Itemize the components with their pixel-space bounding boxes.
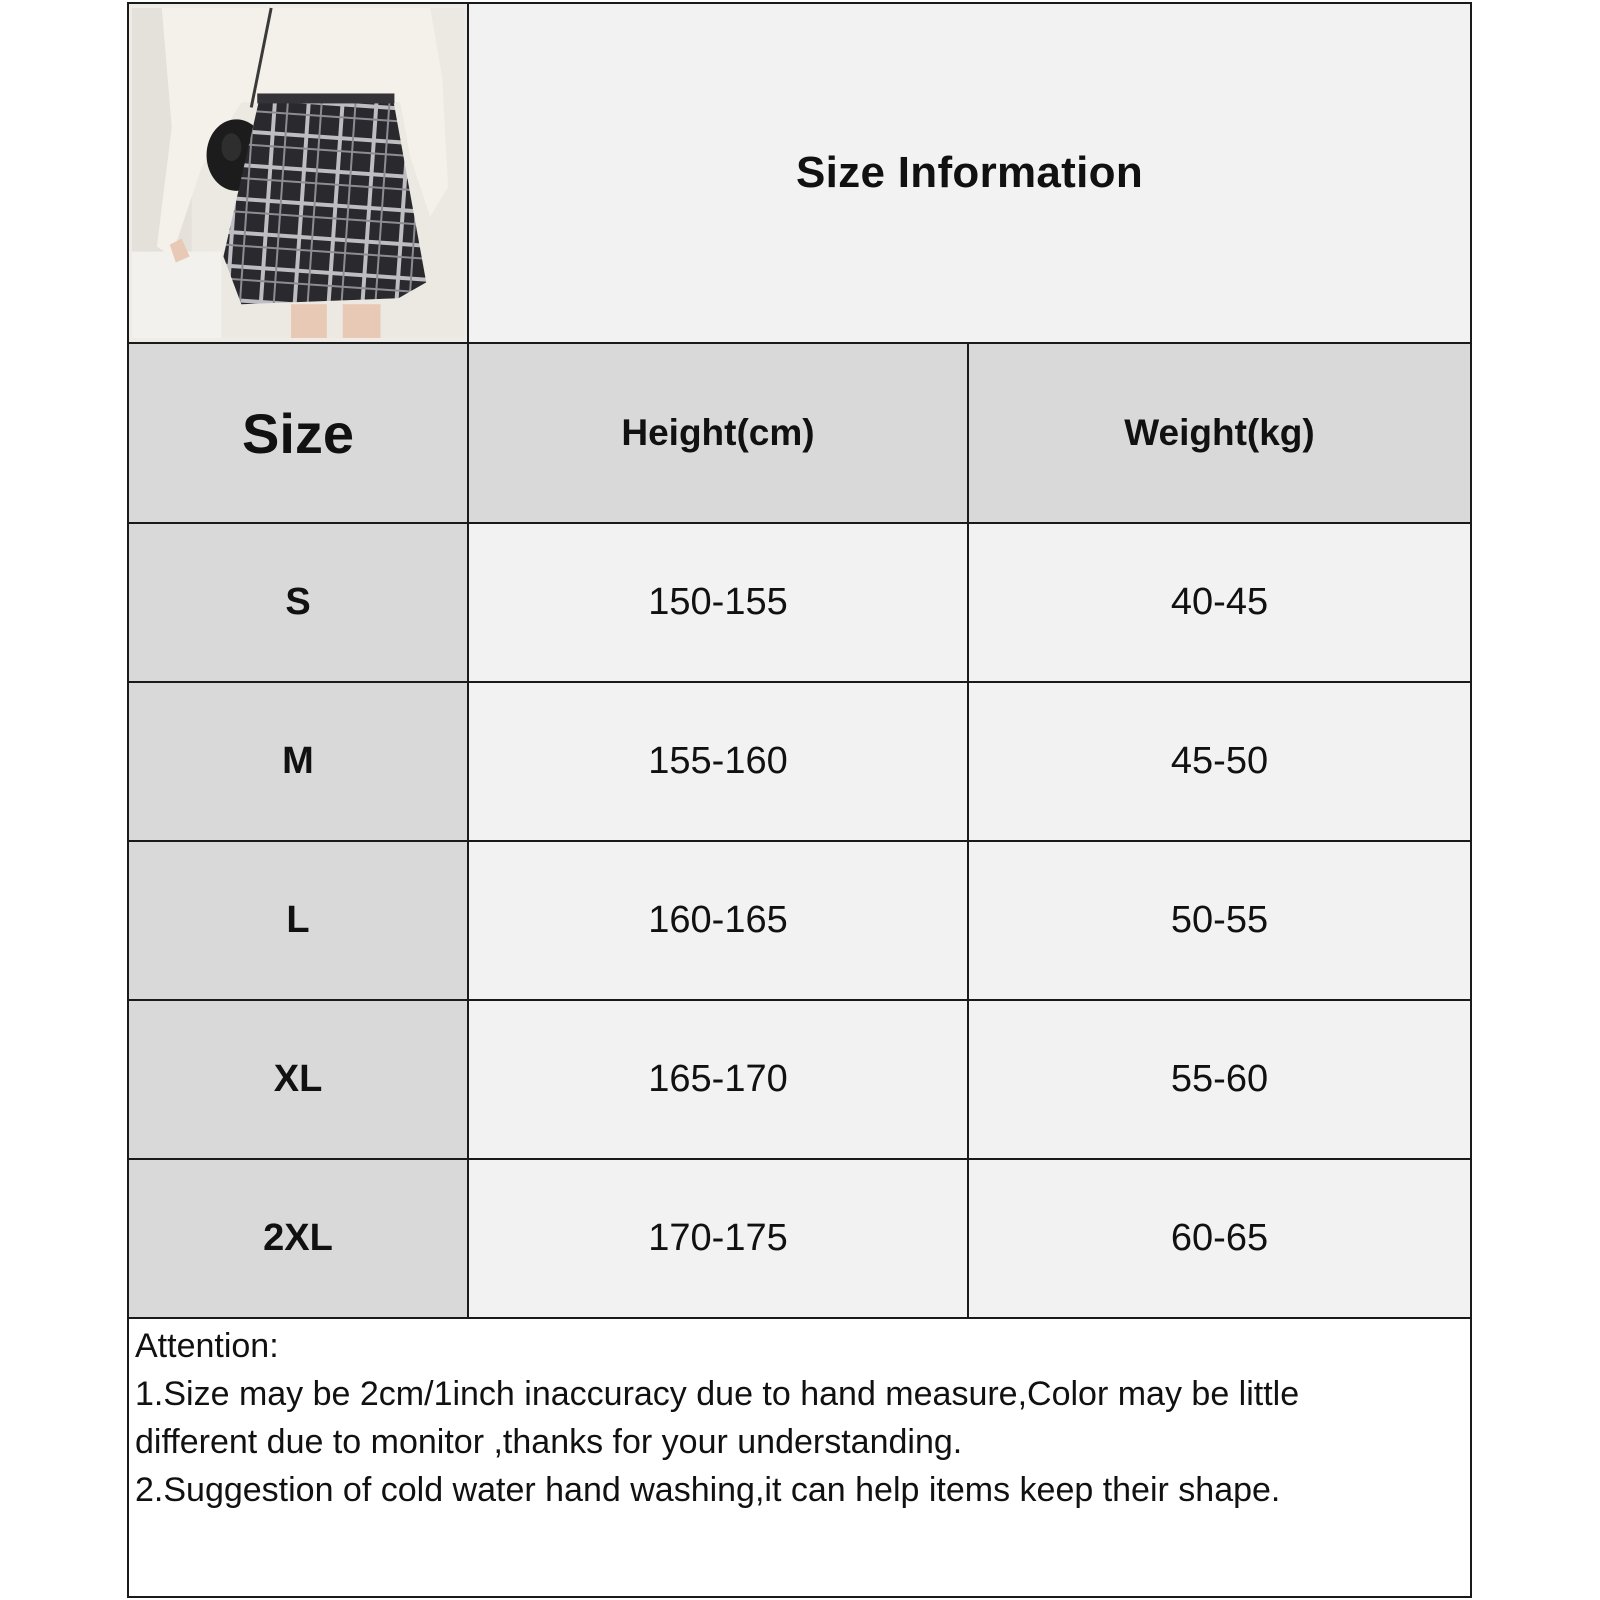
table-row — [129, 524, 1470, 683]
attention-note — [129, 1316, 1470, 1514]
page-title: Size Information — [795, 148, 1144, 197]
weight-value: 45-50 — [1170, 740, 1269, 782]
table-header-row — [129, 344, 1470, 524]
height-value: 165-170 — [648, 1058, 788, 1100]
weight-cell — [969, 683, 1470, 840]
size-label: 2XL — [263, 1217, 333, 1259]
height-cell — [469, 842, 969, 999]
height-value: 170-175 — [648, 1217, 788, 1259]
header-size — [129, 344, 469, 522]
height-value: 155-160 — [648, 740, 788, 782]
header-weight-label: Weight(kg) — [1124, 412, 1315, 453]
size-label: XL — [273, 1058, 323, 1100]
table-row — [129, 1001, 1470, 1160]
header-weight — [969, 344, 1470, 522]
height-cell — [469, 683, 969, 840]
weight-value: 55-60 — [1170, 1058, 1269, 1100]
table-row — [129, 842, 1470, 1001]
attention-line-3: 2.Suggestion of cold water hand washing,it can help items keep their shape. — [135, 1471, 1281, 1509]
size-label: L — [286, 899, 310, 941]
attention-heading: Attention: — [135, 1327, 279, 1365]
weight-cell — [969, 842, 1470, 999]
size-label: S — [285, 581, 311, 623]
weight-cell — [969, 1160, 1470, 1317]
plaid-skirt-photo-icon — [132, 7, 464, 339]
size-cell — [129, 524, 469, 681]
header-height — [469, 344, 969, 522]
weight-cell — [969, 1001, 1470, 1158]
product-photo — [129, 4, 469, 342]
weight-value: 40-45 — [1170, 581, 1269, 623]
title-row — [129, 4, 1470, 344]
size-cell — [129, 1001, 469, 1158]
header-height-label: Height(cm) — [621, 412, 815, 453]
table-row — [129, 1160, 1470, 1319]
size-cell — [129, 842, 469, 999]
size-cell — [129, 683, 469, 840]
height-value: 160-165 — [648, 899, 788, 941]
size-chart-sheet — [127, 2, 1472, 1598]
size-label: M — [282, 740, 314, 782]
height-cell — [469, 524, 969, 681]
weight-cell — [969, 524, 1470, 681]
size-cell — [129, 1160, 469, 1317]
title-cell — [469, 4, 1470, 342]
attention-line-1: 1.Size may be 2cm/1inch inaccuracy due to hand measure,Color may be little — [135, 1375, 1300, 1413]
height-value: 150-155 — [648, 581, 788, 623]
weight-value: 50-55 — [1170, 899, 1269, 941]
height-cell — [469, 1160, 969, 1317]
attention-line-2: different due to monitor ,thanks for your understanding. — [135, 1423, 963, 1461]
header-size-label: Size — [241, 401, 355, 465]
table-row — [129, 683, 1470, 842]
weight-value: 60-65 — [1170, 1217, 1269, 1259]
height-cell — [469, 1001, 969, 1158]
